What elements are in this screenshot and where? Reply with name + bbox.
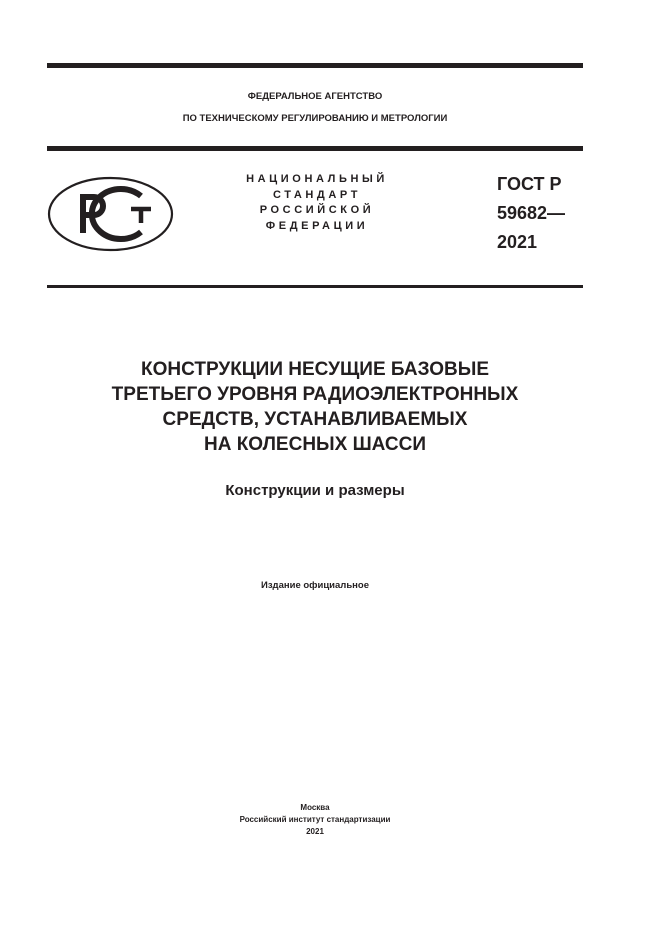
header-rule [47,146,583,151]
standard-code-line: ГОСТ Р [497,174,562,194]
national-standard-line: НАЦИОНАЛЬНЫЙ [246,173,388,185]
imprint-publisher: Российский институт стандартизации [239,815,391,824]
edition-note: Издание официальное [261,580,369,591]
top-rule [47,63,583,68]
section-rule [47,285,583,288]
title-line: НА КОЛЕСНЫХ ШАССИ [203,434,427,455]
standard-code-line: 2021 [497,232,538,252]
agency-line-2: ПО ТЕХНИЧЕСКОМУ РЕГУЛИРОВАНИЮ И МЕТРОЛОГИИ [182,113,448,124]
standard-code [497,170,565,257]
standard-code-line: 59682— [497,203,566,223]
document-subtitle: Конструкции и размеры [225,482,405,499]
imprint-year: 2021 [306,827,324,836]
document-title [47,357,583,457]
national-standard-line: ФЕДЕРАЦИИ [265,219,369,232]
agency-line-1: ФЕДЕРАЛЬНОЕ АГЕНТСТВО [247,91,383,102]
national-standard-line: СТАНДАРТ [272,188,362,201]
imprint-city: Москва [300,803,330,812]
imprint [47,802,583,838]
national-standard-line: РОССИЙСКОЙ [259,204,375,216]
gost-r-emblem-icon [47,176,174,252]
title-line: ТРЕТЬЕГО УРОВНЯ РАДИОЭЛЕКТРОННЫХ [111,384,519,405]
title-line: КОНСТРУКЦИИ НЕСУЩИЕ БАЗОВЫЕ [141,359,489,380]
national-standard-label [212,172,422,234]
title-line: СРЕДСТВ, УСТАНАВЛИВАЕМЫХ [162,409,468,430]
